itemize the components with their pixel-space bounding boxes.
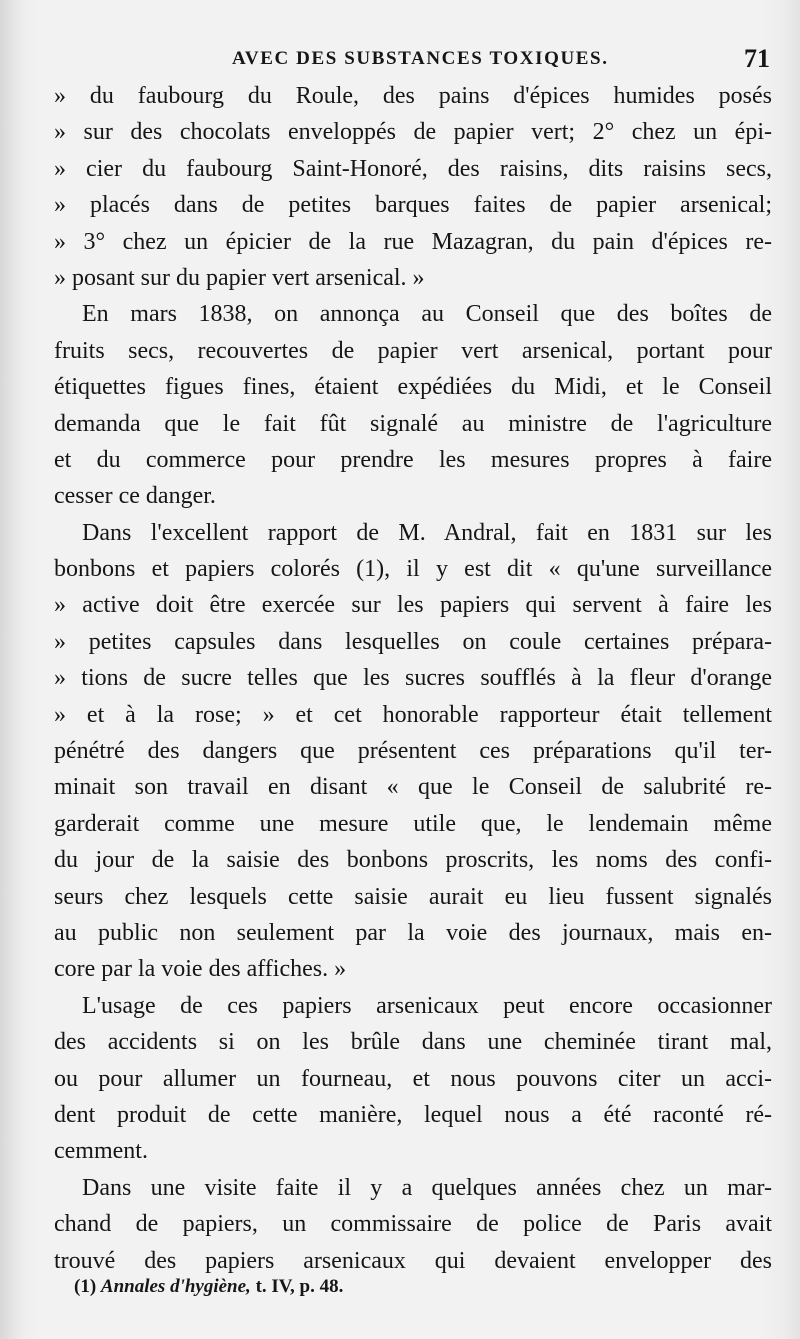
running-head: AVEC DES SUBSTANCES TOXIQUES.	[232, 48, 609, 69]
text-line: » et à la rose; » et cet honorable rapporteur était tellement	[54, 701, 772, 728]
text-line: » 3° chez un épicier de la rue Mazagran, du pain d'épices re-	[54, 228, 772, 255]
text-line: Dans l'excellent rapport de M. Andral, fait en 1831 sur les	[82, 519, 772, 546]
text-line: » tions de sucre telles que les sucres soufflés à la fleur d'orange	[54, 665, 772, 692]
text-line: chand de papiers, un commissaire de police de Paris avait	[54, 1211, 772, 1238]
text-line: » petites capsules dans lesquelles on coule certaines prépara-	[54, 628, 772, 655]
text-line: bonbons et papiers colorés (1), il y est dit « qu'une surveillance	[54, 556, 772, 583]
footnote	[74, 1276, 343, 1298]
text-line: » placés dans de petites barques faites de papier arsenical;	[54, 192, 772, 219]
text-line: » du faubourg du Roule, des pains d'épices humides posés	[54, 83, 772, 109]
text-line: En mars 1838, on annonça au Conseil que des boîtes de	[82, 301, 772, 328]
text-line: demanda que le fait fût signalé au ministre de l'agriculture	[54, 410, 772, 437]
footnote-marker: (1)	[74, 1276, 97, 1297]
text-line: seurs chez lesquels cette saisie aurait eu lieu fussent signalés	[54, 883, 772, 910]
footnote-reference: t. IV, p. 48.	[255, 1276, 344, 1297]
text-line: des accidents si on les brûle dans une cheminée tirant mal,	[54, 1029, 772, 1056]
text-line: pénétré des dangers que présentent ces préparations qu'il ter-	[54, 738, 772, 765]
text-line: garderait comme une mesure utile que, le lendemain même	[54, 810, 772, 837]
text-line: » posant sur du papier vert arsenical. »	[54, 264, 425, 291]
text-line: minait son travail en disant « que le Conseil de salubrité re-	[54, 774, 772, 801]
text-line: au public non seulement par la voie des journaux, mais en-	[54, 919, 772, 946]
text-line: » cier du faubourg Saint-Honoré, des raisins, dits raisins secs,	[54, 155, 772, 182]
text-line: ou pour allumer un fourneau, et nous pouvons citer un acci-	[54, 1065, 772, 1092]
body-text	[54, 78, 772, 1279]
text-line: » sur des chocolats enveloppés de papier vert; 2° chez un épi-	[54, 119, 772, 146]
text-line: Dans une visite faite il y a quelques années chez un mar-	[82, 1174, 772, 1201]
text-line: L'usage de ces papiers arsenicaux peut encore occasionner	[82, 992, 772, 1019]
text-line: cemment.	[54, 1138, 148, 1165]
footnote-source: Annales d'hygiène,	[100, 1276, 251, 1297]
text-line: trouvé des papiers arsenicaux qui devaient envelopper des	[54, 1247, 772, 1274]
text-line: cesser ce danger.	[54, 483, 216, 510]
page-header	[52, 42, 774, 78]
text-line: fruits secs, recouvertes de papier vert arsenical, portant pour	[54, 337, 772, 364]
text-line: core par la voie des affiches. »	[54, 956, 347, 983]
text-line: dent produit de cette manière, lequel nous a été raconté ré-	[54, 1101, 772, 1128]
text-line: étiquettes figues fines, étaient expédiées du Midi, et le Conseil	[54, 374, 772, 401]
text-line: » active doit être exercée sur les papiers qui servent à faire les	[54, 592, 772, 619]
page-number: 71	[744, 44, 770, 73]
text-line: et du commerce pour prendre les mesures propres à faire	[54, 446, 772, 473]
text-line: du jour de la saisie des bonbons proscrits, les noms des confi-	[54, 847, 772, 874]
